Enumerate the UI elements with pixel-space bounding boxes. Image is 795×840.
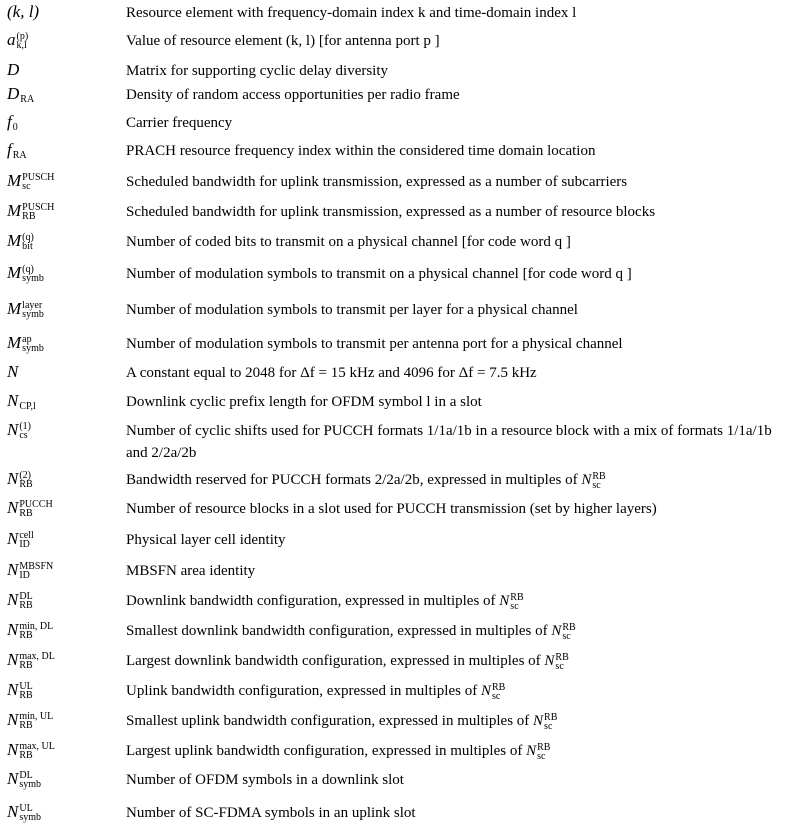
nsc-subscript: sc <box>562 630 571 642</box>
symbol <box>7 560 53 580</box>
symbol-indices <box>19 742 55 760</box>
definition-text <box>126 529 776 551</box>
nsc-superscript: RB <box>537 741 551 753</box>
nsc-symbol <box>544 651 569 672</box>
symbol-text: D <box>7 60 20 79</box>
nsc-base: N <box>581 472 592 488</box>
symbol-subscript: symb <box>19 779 42 791</box>
nsc-subscript: sc <box>592 479 601 491</box>
nsc-symbol <box>581 470 606 491</box>
definition-text <box>126 469 776 491</box>
definition-text <box>126 112 776 134</box>
symbol <box>7 299 44 319</box>
symbol-indices <box>19 500 52 518</box>
symbol-subscript: k,l <box>16 40 27 52</box>
nsc-indices <box>592 472 605 490</box>
symbol-base: N <box>7 710 19 729</box>
definition-description: Number of modulation symbols to transmit on a physical channel [for code word q ] <box>126 266 632 282</box>
symbol <box>7 112 18 132</box>
symbol-indices <box>19 422 31 440</box>
nsc-base: N <box>480 683 491 699</box>
symbol <box>7 710 53 730</box>
definition-text <box>126 769 776 791</box>
symbol <box>7 498 53 518</box>
symbol-indices <box>19 592 32 610</box>
definition-text <box>126 84 776 106</box>
symbol-indices <box>19 562 53 580</box>
symbol-subscript: ID <box>19 570 30 582</box>
symbol-subscript: RB <box>19 600 33 612</box>
nsc-indices <box>544 713 557 731</box>
symbol-subscript: ID <box>19 539 30 551</box>
definition-text <box>126 802 776 824</box>
nsc-symbol <box>499 591 524 612</box>
symbol-base: N <box>7 769 19 788</box>
symbol-indices <box>19 622 53 640</box>
nsc-indices <box>537 743 550 761</box>
definition-text <box>126 171 776 193</box>
symbol <box>7 171 54 191</box>
symbol-text: (k, l) <box>7 2 40 21</box>
symbol-base: f <box>7 140 12 159</box>
symbol-subscript: symb <box>19 812 42 824</box>
symbol <box>7 620 53 640</box>
definition-description: Number of OFDM symbols in a downlink slot <box>126 772 404 788</box>
symbol <box>7 420 31 440</box>
definition-description: Smallest downlink bandwidth configuration, expressed in multiples of <box>126 623 548 639</box>
nsc-symbol <box>526 741 551 762</box>
symbol-superscript: (q) <box>22 232 34 244</box>
symbol <box>7 802 41 822</box>
definition-description: Scheduled bandwidth for uplink transmission, expressed as a number of subcarriers <box>126 174 628 190</box>
definition-description: Resource element with frequency-domain index k and time-domain index l <box>126 5 577 21</box>
symbol-indices <box>20 86 34 104</box>
symbol-indices <box>19 393 35 411</box>
symbol-base: M <box>7 333 22 352</box>
symbol-subscript: CP,l <box>19 401 36 413</box>
symbol-superscript: cell <box>19 530 34 542</box>
symbol-base: N <box>7 650 19 669</box>
symbol-superscript: min, UL <box>19 711 54 723</box>
symbol-superscript: min, DL <box>19 621 54 633</box>
definition-text <box>126 231 776 253</box>
symbol-indices <box>22 335 44 353</box>
symbol-base: N <box>7 590 19 609</box>
symbol-subscript: RB <box>19 479 33 491</box>
symbol <box>7 140 27 160</box>
nsc-base: N <box>533 713 544 729</box>
definition-text <box>126 680 776 702</box>
definition-text <box>126 620 776 642</box>
definition-description: Number of cyclic shifts used for PUCCH formats 1/1a/1b in a resource block with a mix of formats 1/1a/1b and 2/2a/2b <box>126 423 772 461</box>
symbol-base: a <box>7 30 16 49</box>
symbol-base: M <box>7 263 22 282</box>
nsc-superscript: RB <box>544 711 558 723</box>
symbol <box>7 201 54 221</box>
nsc-superscript: RB <box>555 651 569 663</box>
symbol-base: M <box>7 201 22 220</box>
nsc-subscript: sc <box>510 600 519 612</box>
nsc-subscript: sc <box>555 660 564 672</box>
symbol <box>7 391 36 411</box>
symbol-subscript: RB <box>19 750 33 762</box>
symbol-superscript: DL <box>19 591 33 603</box>
symbol-base: M <box>7 299 22 318</box>
definition-description: A constant equal to 2048 for Δf = 15 kHz and 4096 for Δf = 7.5 kHz <box>126 365 537 381</box>
symbol-base: D <box>7 84 20 103</box>
symbol-superscript: UL <box>19 681 33 693</box>
symbol-subscript: sc <box>22 181 31 193</box>
definition-text <box>126 299 776 321</box>
symbol-indices <box>22 233 34 251</box>
symbol-base: N <box>7 469 19 488</box>
symbol <box>7 650 55 670</box>
symbol <box>7 30 28 50</box>
definition-description: Downlink cyclic prefix length for OFDM symbol l in a slot <box>126 394 482 410</box>
symbol-superscript: (1) <box>19 421 32 433</box>
definition-description: Bandwidth reserved for PUCCH formats 2/2a/2b, expressed in multiples of <box>126 472 578 488</box>
nsc-symbol <box>480 681 506 702</box>
definition-text <box>126 420 776 464</box>
symbol-subscript: RA <box>12 150 27 162</box>
definition-text <box>126 60 776 82</box>
definition-description: Value of resource element (k, l) [for antenna port p ] <box>126 33 440 49</box>
definition-description: Smallest uplink bandwidth configuration, expressed in multiples of <box>126 713 530 729</box>
symbol-indices <box>22 265 44 283</box>
definition-text <box>126 2 776 24</box>
symbol-subscript: bit <box>22 241 33 253</box>
symbol <box>7 263 44 283</box>
definition-description: Physical layer cell identity <box>126 532 286 548</box>
symbol-indices <box>13 142 27 160</box>
definition-text <box>126 140 776 162</box>
definition-description: Largest downlink bandwidth configuration, expressed in multiples of <box>126 653 541 669</box>
symbol-subscript: RB <box>19 660 33 672</box>
symbol-base: N <box>7 680 19 699</box>
definition-text <box>126 710 776 732</box>
definition-text <box>126 391 776 413</box>
symbol-text: N <box>7 362 19 381</box>
nsc-indices <box>562 623 575 641</box>
symbol <box>7 84 34 104</box>
definition-description: Downlink bandwidth configuration, expressed in multiples of <box>126 593 496 609</box>
symbol-base: N <box>7 498 19 517</box>
definition-text <box>126 560 776 582</box>
definition-description: Number of coded bits to transmit on a physical channel [for code word q ] <box>126 234 571 250</box>
definition-description: Number of resource blocks in a slot used for PUCCH transmission (set by higher layers) <box>126 501 657 517</box>
symbol-base: M <box>7 231 22 250</box>
definition-description: Scheduled bandwidth for uplink transmission, expressed as a number of resource blocks <box>126 204 656 220</box>
nsc-subscript: sc <box>491 690 501 702</box>
symbol-superscript: PUSCH <box>22 202 55 214</box>
definition-description: MBSFN area identity <box>126 563 256 579</box>
definition-text <box>126 30 776 52</box>
symbol-indices <box>19 771 41 789</box>
nsc-superscript: RB <box>592 470 606 482</box>
symbol-superscript: layer <box>22 300 43 312</box>
symbol-subscript: 0 <box>12 122 18 134</box>
definition-description: Matrix for supporting cyclic delay diversity <box>126 63 389 79</box>
nsc-base: N <box>544 653 555 669</box>
definition-text <box>126 201 776 223</box>
definition-description: Carrier frequency <box>126 115 233 131</box>
nsc-subscript: sc <box>544 720 553 732</box>
nsc-superscript: RB <box>491 681 506 693</box>
symbol-base: N <box>7 391 19 410</box>
nsc-indices <box>492 683 505 701</box>
nsc-indices <box>555 653 568 671</box>
nsc-base: N <box>526 743 537 759</box>
symbol-subscript: RB <box>22 211 36 223</box>
nsc-indices <box>510 593 523 611</box>
definition-description: PRACH resource frequency index within the considered time domain location <box>126 143 596 159</box>
symbol-subscript: symb <box>22 309 44 321</box>
symbol-base: N <box>7 420 19 439</box>
symbol-indices <box>13 114 18 132</box>
symbol-base: N <box>7 529 19 548</box>
symbol <box>7 231 34 251</box>
symbol-subscript: symb <box>22 343 44 355</box>
symbol-superscript: MBSFN <box>19 561 54 573</box>
symbol-indices <box>19 712 53 730</box>
symbol <box>7 60 19 80</box>
symbol-subscript: RB <box>19 630 33 642</box>
definition-text <box>126 263 776 285</box>
symbol-base: M <box>7 171 22 190</box>
definition-text <box>126 740 776 762</box>
symbol-superscript: UL <box>19 803 33 815</box>
definition-description: Density of random access opportunities per radio frame <box>126 87 460 103</box>
symbol-base: f <box>7 112 12 131</box>
symbol-superscript: (p) <box>16 31 29 43</box>
symbol-indices <box>19 804 41 822</box>
symbol <box>7 769 41 789</box>
symbol <box>7 529 34 549</box>
symbol-base: N <box>7 620 19 639</box>
nsc-superscript: RB <box>562 621 576 633</box>
nsc-base: N <box>499 593 510 609</box>
symbol-subscript: RB <box>19 508 33 520</box>
symbol-base: N <box>7 802 19 821</box>
symbol-superscript: (q) <box>22 264 34 276</box>
symbol <box>7 680 33 700</box>
symbol-superscript: max, DL <box>19 651 55 663</box>
definition-description: Number of modulation symbols to transmit per layer for a physical channel <box>126 302 578 318</box>
definition-description: Number of SC-FDMA symbols in an uplink slot <box>126 805 416 821</box>
nsc-symbol <box>551 621 576 642</box>
definition-description: Largest uplink bandwidth configuration, expressed in multiples of <box>126 743 523 759</box>
symbol-subscript: symb <box>22 273 44 285</box>
symbol-superscript: PUCCH <box>19 499 53 511</box>
symbol <box>7 590 33 610</box>
definition-text <box>126 498 776 520</box>
symbol-subscript: RA <box>20 94 35 106</box>
definition-text <box>126 362 776 384</box>
symbol-superscript: PUSCH <box>22 172 55 184</box>
symbol-superscript: (2) <box>19 470 32 482</box>
symbol-indices <box>17 32 29 50</box>
symbol-indices <box>19 531 33 549</box>
symbol <box>7 2 39 22</box>
symbol-indices <box>22 203 54 221</box>
symbol <box>7 740 55 760</box>
symbol-indices <box>22 173 54 191</box>
symbol-superscript: ap <box>22 334 32 346</box>
symbol-indices <box>22 301 44 319</box>
nsc-superscript: RB <box>510 591 524 603</box>
symbol <box>7 333 44 353</box>
definition-text <box>126 650 776 672</box>
definition-description: Uplink bandwidth configuration, expressed in multiples of <box>126 683 478 699</box>
symbol-subscript: RB <box>19 720 33 732</box>
symbol-base: N <box>7 740 19 759</box>
symbol-superscript: DL <box>19 770 33 782</box>
symbol <box>7 469 33 489</box>
symbol-base: N <box>7 560 19 579</box>
definition-description: Number of modulation symbols to transmit per antenna port for a physical channel <box>126 336 623 352</box>
definition-text <box>126 590 776 612</box>
nsc-subscript: sc <box>537 750 546 762</box>
symbol <box>7 362 18 382</box>
symbol-indices <box>19 471 32 489</box>
symbol-indices <box>19 682 32 700</box>
symbol-superscript: max, UL <box>19 741 55 753</box>
nsc-symbol <box>533 711 558 732</box>
symbol-indices <box>19 652 55 670</box>
definition-text <box>126 333 776 355</box>
symbol-subscript: cs <box>19 430 28 442</box>
nsc-base: N <box>551 623 562 639</box>
symbol-subscript: RB <box>19 690 33 702</box>
